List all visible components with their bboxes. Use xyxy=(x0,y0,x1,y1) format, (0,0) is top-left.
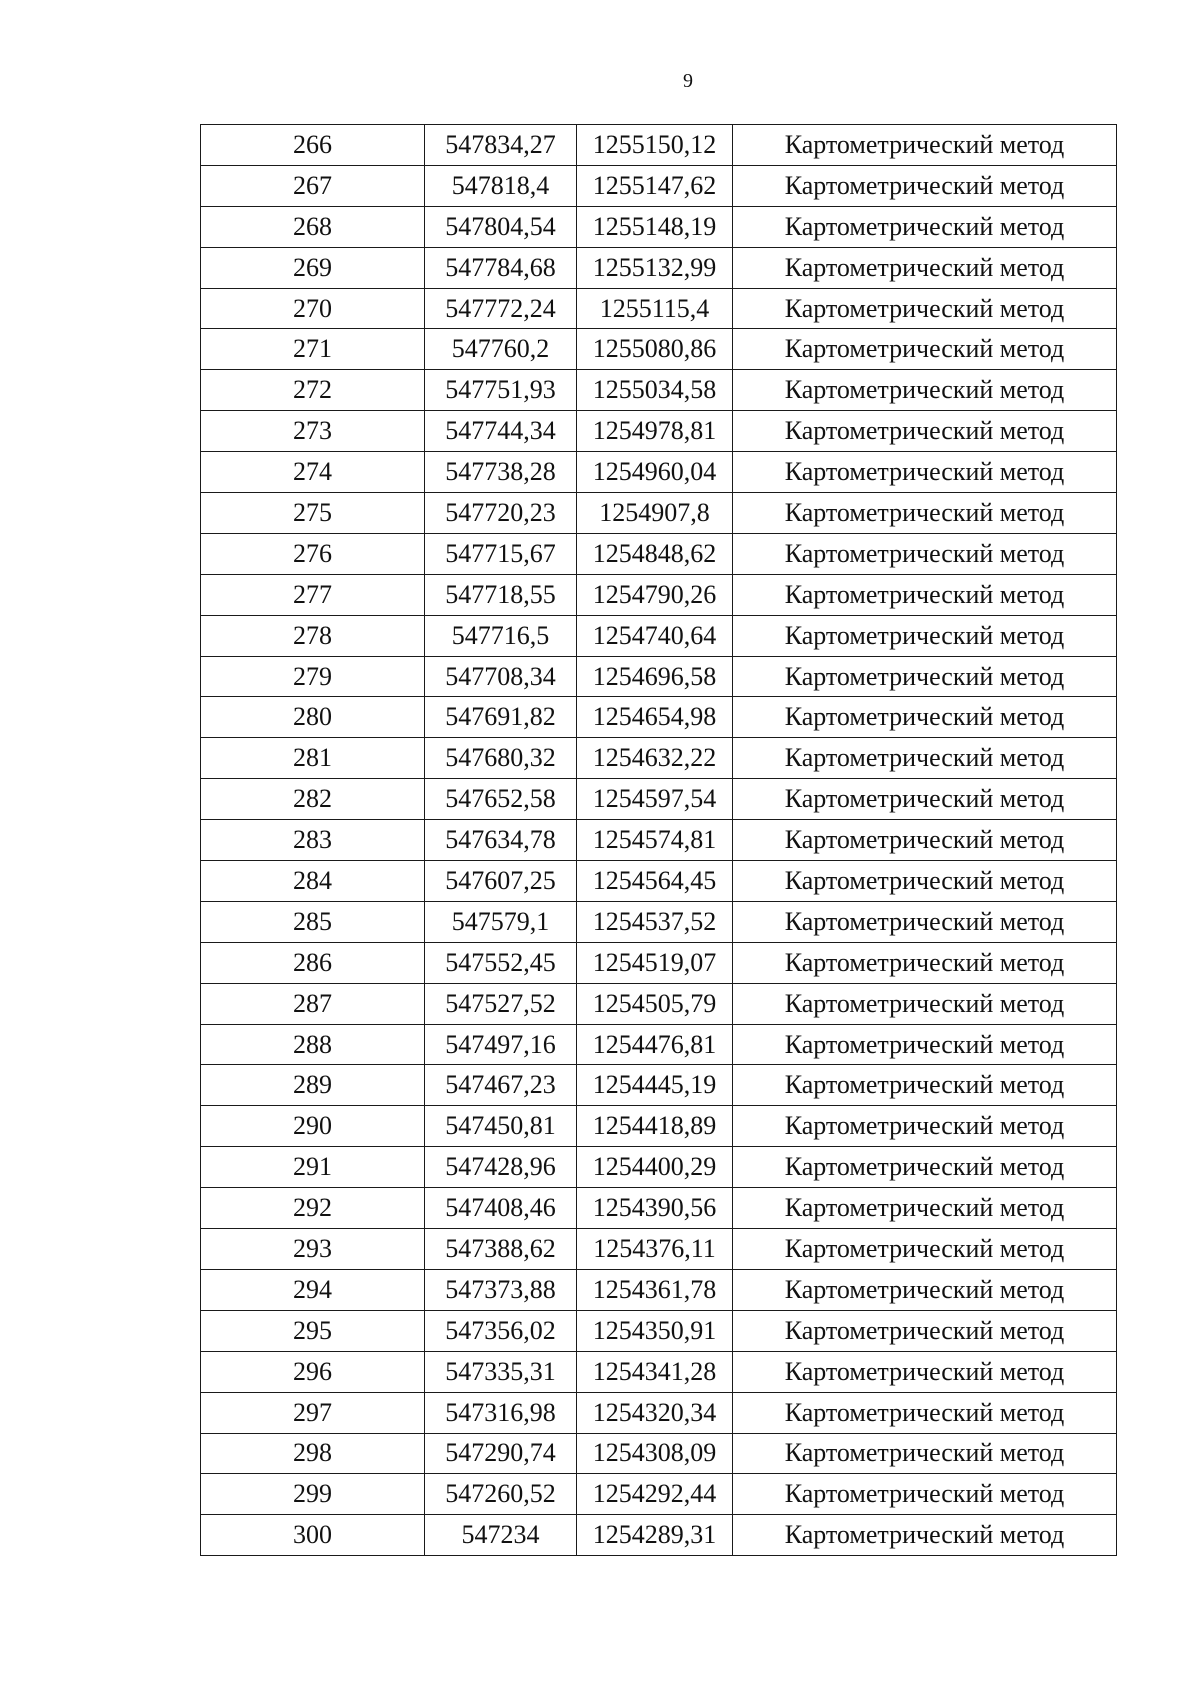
table-row xyxy=(201,370,1117,411)
method-cell: Картометрический метод xyxy=(733,1474,1117,1515)
method-cell: Картометрический метод xyxy=(733,247,1117,288)
table-row xyxy=(201,329,1117,370)
y-coordinate-cell: 1254564,45 xyxy=(577,861,733,902)
x-coordinate-cell: 547450,81 xyxy=(425,1106,577,1147)
y-coordinate-cell: 1254361,78 xyxy=(577,1269,733,1310)
y-coordinate-cell: 1254350,91 xyxy=(577,1310,733,1351)
y-coordinate-cell: 1254445,19 xyxy=(577,1065,733,1106)
point-number-cell: 288 xyxy=(201,1024,425,1065)
method-cell: Картометрический метод xyxy=(733,411,1117,452)
method-cell: Картометрический метод xyxy=(733,1310,1117,1351)
x-coordinate-cell: 547290,74 xyxy=(425,1433,577,1474)
x-coordinate-cell: 547552,45 xyxy=(425,942,577,983)
y-coordinate-cell: 1254960,04 xyxy=(577,452,733,493)
x-coordinate-cell: 547234 xyxy=(425,1515,577,1556)
method-cell: Картометрический метод xyxy=(733,1269,1117,1310)
point-number-cell: 283 xyxy=(201,820,425,861)
x-coordinate-cell: 547652,58 xyxy=(425,779,577,820)
point-number-cell: 294 xyxy=(201,1269,425,1310)
method-cell: Картометрический метод xyxy=(733,329,1117,370)
y-coordinate-cell: 1254597,54 xyxy=(577,779,733,820)
method-cell: Картометрический метод xyxy=(733,574,1117,615)
y-coordinate-cell: 1254907,8 xyxy=(577,493,733,534)
x-coordinate-cell: 547260,52 xyxy=(425,1474,577,1515)
method-cell: Картометрический метод xyxy=(733,493,1117,534)
method-cell: Картометрический метод xyxy=(733,288,1117,329)
y-coordinate-cell: 1254740,64 xyxy=(577,615,733,656)
x-coordinate-cell: 547716,5 xyxy=(425,615,577,656)
point-number-cell: 298 xyxy=(201,1433,425,1474)
x-coordinate-cell: 547373,88 xyxy=(425,1269,577,1310)
method-cell: Картометрический метод xyxy=(733,206,1117,247)
y-coordinate-cell: 1254341,28 xyxy=(577,1351,733,1392)
point-number-cell: 271 xyxy=(201,329,425,370)
x-coordinate-cell: 547804,54 xyxy=(425,206,577,247)
x-coordinate-cell: 547316,98 xyxy=(425,1392,577,1433)
method-cell: Картометрический метод xyxy=(733,125,1117,166)
point-number-cell: 291 xyxy=(201,1147,425,1188)
x-coordinate-cell: 547527,52 xyxy=(425,983,577,1024)
y-coordinate-cell: 1254574,81 xyxy=(577,820,733,861)
table-row xyxy=(201,1515,1117,1556)
table-row xyxy=(201,1310,1117,1351)
y-coordinate-cell: 1254289,31 xyxy=(577,1515,733,1556)
point-number-cell: 300 xyxy=(201,1515,425,1556)
method-cell: Картометрический метод xyxy=(733,1024,1117,1065)
y-coordinate-cell: 1254308,09 xyxy=(577,1433,733,1474)
method-cell: Картометрический метод xyxy=(733,1147,1117,1188)
x-coordinate-cell: 547680,32 xyxy=(425,738,577,779)
method-cell: Картометрический метод xyxy=(733,738,1117,779)
table-row xyxy=(201,1392,1117,1433)
y-coordinate-cell: 1255148,19 xyxy=(577,206,733,247)
table-row xyxy=(201,1351,1117,1392)
y-coordinate-cell: 1254696,58 xyxy=(577,656,733,697)
y-coordinate-cell: 1254376,11 xyxy=(577,1229,733,1270)
point-number-cell: 278 xyxy=(201,615,425,656)
table-row xyxy=(201,1188,1117,1229)
table-row xyxy=(201,1474,1117,1515)
y-coordinate-cell: 1255147,62 xyxy=(577,165,733,206)
y-coordinate-cell: 1254390,56 xyxy=(577,1188,733,1229)
y-coordinate-cell: 1255132,99 xyxy=(577,247,733,288)
method-cell: Картометрический метод xyxy=(733,820,1117,861)
method-cell: Картометрический метод xyxy=(733,1351,1117,1392)
y-coordinate-cell: 1254519,07 xyxy=(577,942,733,983)
point-number-cell: 270 xyxy=(201,288,425,329)
method-cell: Картометрический метод xyxy=(733,901,1117,942)
x-coordinate-cell: 547691,82 xyxy=(425,697,577,738)
method-cell: Картометрический метод xyxy=(733,861,1117,902)
table-row xyxy=(201,983,1117,1024)
method-cell: Картометрический метод xyxy=(733,1229,1117,1270)
y-coordinate-cell: 1254418,89 xyxy=(577,1106,733,1147)
table-row xyxy=(201,533,1117,574)
y-coordinate-cell: 1254632,22 xyxy=(577,738,733,779)
table-row xyxy=(201,1269,1117,1310)
table-row xyxy=(201,1433,1117,1474)
point-number-cell: 295 xyxy=(201,1310,425,1351)
point-number-cell: 280 xyxy=(201,697,425,738)
table-row xyxy=(201,288,1117,329)
x-coordinate-cell: 547708,34 xyxy=(425,656,577,697)
y-coordinate-cell: 1254978,81 xyxy=(577,411,733,452)
method-cell: Картометрический метод xyxy=(733,1065,1117,1106)
x-coordinate-cell: 547335,31 xyxy=(425,1351,577,1392)
point-number-cell: 277 xyxy=(201,574,425,615)
x-coordinate-cell: 547497,16 xyxy=(425,1024,577,1065)
method-cell: Картометрический метод xyxy=(733,1392,1117,1433)
point-number-cell: 282 xyxy=(201,779,425,820)
method-cell: Картометрический метод xyxy=(733,942,1117,983)
point-number-cell: 273 xyxy=(201,411,425,452)
table-row xyxy=(201,411,1117,452)
y-coordinate-cell: 1254400,29 xyxy=(577,1147,733,1188)
x-coordinate-cell: 547634,78 xyxy=(425,820,577,861)
table-row xyxy=(201,820,1117,861)
x-coordinate-cell: 547388,62 xyxy=(425,1229,577,1270)
point-number-cell: 269 xyxy=(201,247,425,288)
table-row xyxy=(201,125,1117,166)
point-number-cell: 267 xyxy=(201,165,425,206)
method-cell: Картометрический метод xyxy=(733,1106,1117,1147)
table-row xyxy=(201,247,1117,288)
table-row xyxy=(201,493,1117,534)
method-cell: Картометрический метод xyxy=(733,1433,1117,1474)
point-number-cell: 284 xyxy=(201,861,425,902)
x-coordinate-cell: 547720,23 xyxy=(425,493,577,534)
point-number-cell: 276 xyxy=(201,533,425,574)
point-number-cell: 290 xyxy=(201,1106,425,1147)
y-coordinate-cell: 1255080,86 xyxy=(577,329,733,370)
x-coordinate-cell: 547715,67 xyxy=(425,533,577,574)
coordinates-table xyxy=(200,124,1117,1556)
x-coordinate-cell: 547428,96 xyxy=(425,1147,577,1188)
method-cell: Картометрический метод xyxy=(733,370,1117,411)
point-number-cell: 296 xyxy=(201,1351,425,1392)
table-row xyxy=(201,1147,1117,1188)
method-cell: Картометрический метод xyxy=(733,779,1117,820)
table-row xyxy=(201,738,1117,779)
x-coordinate-cell: 547784,68 xyxy=(425,247,577,288)
point-number-cell: 274 xyxy=(201,452,425,493)
x-coordinate-cell: 547607,25 xyxy=(425,861,577,902)
y-coordinate-cell: 1255115,4 xyxy=(577,288,733,329)
table-row xyxy=(201,165,1117,206)
table-row xyxy=(201,942,1117,983)
table-row xyxy=(201,779,1117,820)
page-number: 9 xyxy=(683,70,693,92)
table-row xyxy=(201,452,1117,493)
table-row xyxy=(201,697,1117,738)
x-coordinate-cell: 547834,27 xyxy=(425,125,577,166)
point-number-cell: 292 xyxy=(201,1188,425,1229)
y-coordinate-cell: 1254505,79 xyxy=(577,983,733,1024)
y-coordinate-cell: 1254292,44 xyxy=(577,1474,733,1515)
x-coordinate-cell: 547818,4 xyxy=(425,165,577,206)
x-coordinate-cell: 547408,46 xyxy=(425,1188,577,1229)
table-row xyxy=(201,1229,1117,1270)
x-coordinate-cell: 547738,28 xyxy=(425,452,577,493)
y-coordinate-cell: 1254848,62 xyxy=(577,533,733,574)
method-cell: Картометрический метод xyxy=(733,1188,1117,1229)
method-cell: Картометрический метод xyxy=(733,656,1117,697)
method-cell: Картометрический метод xyxy=(733,615,1117,656)
table-row xyxy=(201,206,1117,247)
y-coordinate-cell: 1254790,26 xyxy=(577,574,733,615)
point-number-cell: 275 xyxy=(201,493,425,534)
point-number-cell: 286 xyxy=(201,942,425,983)
table-row xyxy=(201,1106,1117,1147)
table-row xyxy=(201,901,1117,942)
point-number-cell: 268 xyxy=(201,206,425,247)
coordinates-table-body xyxy=(201,125,1117,1556)
x-coordinate-cell: 547467,23 xyxy=(425,1065,577,1106)
method-cell: Картометрический метод xyxy=(733,1515,1117,1556)
table-row xyxy=(201,861,1117,902)
point-number-cell: 266 xyxy=(201,125,425,166)
method-cell: Картометрический метод xyxy=(733,983,1117,1024)
point-number-cell: 281 xyxy=(201,738,425,779)
point-number-cell: 279 xyxy=(201,656,425,697)
table-row xyxy=(201,656,1117,697)
y-coordinate-cell: 1254537,52 xyxy=(577,901,733,942)
method-cell: Картометрический метод xyxy=(733,533,1117,574)
y-coordinate-cell: 1254654,98 xyxy=(577,697,733,738)
table-row xyxy=(201,1024,1117,1065)
method-cell: Картометрический метод xyxy=(733,165,1117,206)
point-number-cell: 272 xyxy=(201,370,425,411)
x-coordinate-cell: 547744,34 xyxy=(425,411,577,452)
y-coordinate-cell: 1254320,34 xyxy=(577,1392,733,1433)
y-coordinate-cell: 1254476,81 xyxy=(577,1024,733,1065)
x-coordinate-cell: 547751,93 xyxy=(425,370,577,411)
point-number-cell: 287 xyxy=(201,983,425,1024)
point-number-cell: 299 xyxy=(201,1474,425,1515)
x-coordinate-cell: 547718,55 xyxy=(425,574,577,615)
table-row xyxy=(201,1065,1117,1106)
x-coordinate-cell: 547356,02 xyxy=(425,1310,577,1351)
table-row xyxy=(201,574,1117,615)
point-number-cell: 297 xyxy=(201,1392,425,1433)
x-coordinate-cell: 547579,1 xyxy=(425,901,577,942)
x-coordinate-cell: 547772,24 xyxy=(425,288,577,329)
y-coordinate-cell: 1255034,58 xyxy=(577,370,733,411)
method-cell: Картометрический метод xyxy=(733,452,1117,493)
point-number-cell: 285 xyxy=(201,901,425,942)
y-coordinate-cell: 1255150,12 xyxy=(577,125,733,166)
point-number-cell: 293 xyxy=(201,1229,425,1270)
point-number-cell: 289 xyxy=(201,1065,425,1106)
table-row xyxy=(201,615,1117,656)
method-cell: Картометрический метод xyxy=(733,697,1117,738)
x-coordinate-cell: 547760,2 xyxy=(425,329,577,370)
